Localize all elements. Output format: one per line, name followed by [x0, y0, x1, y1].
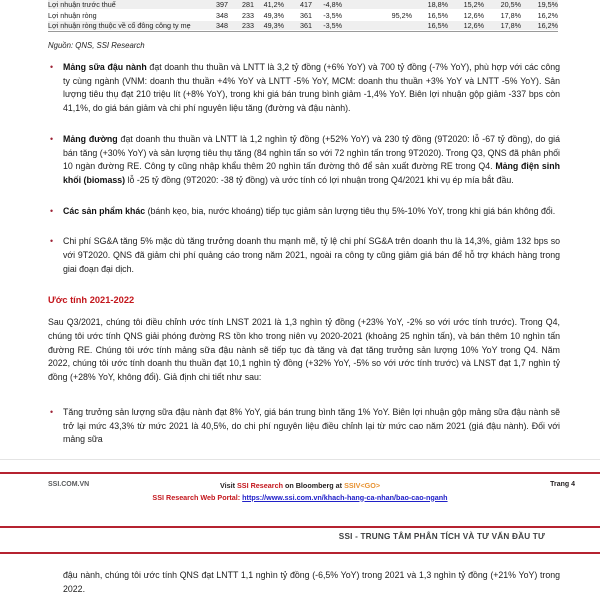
table-row [48, 10, 558, 20]
table-cell: 12,6% [463, 10, 484, 20]
bullet-lead: Mảng sữa đậu nành [63, 62, 147, 72]
table-cell: 18,8% [427, 0, 448, 10]
ssi-research-label: SSI Research [237, 481, 283, 490]
table-row [48, 21, 558, 31]
row-label: Lợi nhuận ròng thuộc về cổ đông công ty mẹ [48, 20, 191, 30]
bullet-assumption [48, 406, 560, 447]
bullet-icon: • [50, 407, 54, 417]
row-label: Lợi nhuận ròng [48, 10, 97, 20]
bullet-other-products [48, 205, 560, 219]
bullet-text: Các sản phẩm khác (bánh kẹo, bia, nước khoáng) tiếp tục giảm sản lượng tiêu thụ 5%-10% YoY, trong khi giá bán không đổi. [63, 205, 556, 216]
table-cell: 16,2% [537, 20, 558, 30]
table-cell: 16,5% [427, 20, 448, 30]
table-cell: 17,8% [500, 20, 521, 30]
page2-top-rule [0, 526, 600, 528]
table-cell: 16,5% [427, 10, 448, 20]
table-cell: 16,2% [537, 10, 558, 20]
table-cell: 348 [216, 20, 228, 30]
analysis-bullets [48, 61, 560, 293]
footer-center [0, 480, 600, 503]
page2-body-text: đậu nành, chúng tôi ước tính QNS đạt LNTT 1,1 nghìn tỷ đồng (-6,5% YoY) trong 2021 và 1,3 nghìn tỷ đồng (+21% YoY) trong 2022. [63, 570, 560, 594]
table-row [48, 0, 558, 10]
page-number: Trang 4 [550, 481, 575, 488]
table-cell: 12,6% [463, 20, 484, 30]
table-cell: 397 [216, 0, 228, 10]
web-portal-label: SSI Research Web Portal: [152, 492, 243, 502]
bullet-text: Chi phí SG&A tăng 5% mặc dù tăng trưởng doanh thu mạnh mẽ, tỷ lệ chi phí SG&A trên doanh thu là 14,3%, giảm 132 bps so với 9T2020. QNS đã giảm chi phí quảng cáo trong năm 2021, ngoài ra công ty cũng giảm giá bán để hỗ trợ khách hàng trong giai đoạn đại dịch. [63, 236, 560, 274]
table-cell: 41,2% [263, 0, 284, 10]
table-cell: 19,5% [537, 0, 558, 10]
table-cell: -3,5% [323, 10, 342, 20]
footer-portal-line [0, 492, 600, 504]
page2-header-rule [0, 552, 600, 554]
estimates-paragraph: Sau Q3/2021, chúng tôi điều chỉnh ước tính LNST 2021 là 1,3 nghìn tỷ đồng (+23% YoY, -2% so với ước tính trước). Trong Q4, chúng tôi ước tính QNS giải phóng đường RS tồn kho trong niên vụ 2020-2021 (khoảng 25 nghìn tấn), và bán thêm 10 nghìn tấn đường RE. Chúng tôi ước tính mảng sữa đậu nành sẽ tiếp tục đà tăng và đạt tăng trưởng sản lượng 10% YoY trong Q4. Năm 2022, chúng tôi ước tính doanh thu thuần đạt 10,1 nghìn tỷ đồng (+32% YoY, -5% so với ước tính trước) và LNST đạt 1,7 nghìn tỷ đồng (+28% YoY, không đổi). Giả định chi tiết như sau: [48, 317, 560, 383]
page-edge-line [0, 459, 600, 460]
bullet-text: Mảng sữa đậu nành đạt doanh thu thuần và LNTT là 3,2 tỷ đồng (+6% YoY) và 700 tỷ đồng (-7% YoY), phù hợp với các công ty cùng ngành (VNM: doanh thu thuần +4% YoY và LNTT -5% YoY, MCM: doanh thu thuần +3% YoY và LNTT -5% YoY). Sản lượng tiêu thụ đạt 210 triệu lít (+8% YoY), trong khi giá bán trung bình giảm -1,4% YoY. Biên lợi nhuận gộp giảm -337 bps còn 41,1%, do giá bán giảm và chi phí nguyên liệu tăng (đường và đậu nành). [63, 62, 561, 114]
footer-red-rule [0, 472, 600, 474]
footer-bloomberg-line: Visit SSI Research on Bloomberg at SSIV<GO> [219, 481, 381, 490]
table-cell: 281 [242, 0, 254, 10]
table-cell: 49,3% [263, 10, 284, 20]
table-cell: 17,8% [500, 10, 521, 20]
section-heading-estimates: Ước tính 2021-2022 [48, 295, 135, 305]
footer-site: SSI.COM.VN [48, 481, 90, 488]
table-cell: 361 [300, 10, 312, 20]
bullet-sga [48, 235, 560, 276]
web-portal-link[interactable]: https://www.ssi.com.vn/khach-hang-ca-nhan/bao-cao-nganh [242, 492, 448, 502]
table-cell: 361 [300, 20, 312, 30]
table-cell: -4,8% [323, 0, 342, 10]
table-cell: 20,5% [500, 0, 521, 10]
table-cell: 233 [242, 10, 254, 20]
bullet-icon: • [50, 236, 54, 247]
bullet-lead: Mảng đường [63, 133, 118, 144]
bullet-icon: • [50, 133, 54, 144]
bloomberg-terminal-code: SSIV<GO> [344, 481, 381, 490]
page2-header: SSI - TRUNG TÂM PHÂN TÍCH VÀ TƯ VẤN ĐẦU TƯ [338, 532, 545, 541]
table-cell: 348 [216, 10, 228, 20]
row-label: Lợi nhuận trước thuế [48, 0, 116, 10]
bullet-text: Mảng đường đạt doanh thu thuần và LNTT là 1,2 nghìn tỷ đồng (+52% YoY) và 230 tỷ đồng (9T2020: lỗ -67 tỷ đồng), do giá bán tăng (+30% YoY) và sản lượng tiêu thụ tăng (84 nghìn tấn so với 72 nghìn tấn trong 9T2020). Trong Q3, QNS đã phân phối 10 ngàn đường RE. Công ty cũng nhập khẩu thêm 20 nghìn tấn đường thô để sản xuất đường RE trong Q4. Mảng điện sinh khối (biomass) lỗ -25 tỷ đồng (9T2020: -38 tỷ đồng) và ước tính có lợi nhuận trong Q4/2021 khi vụ ép mía bắt đầu. [63, 133, 560, 185]
table-cell: 233 [242, 20, 254, 30]
bullet-text: Tăng trưởng sản lượng sữa đậu nành đạt 8% YoY, giá bán trung bình tăng 1% YoY. Biên lợi nhuận gộp mảng sữa đậu nành sẽ trở lại mức 43,3% từ mức 2021 là 40,5%, do chi phí nguyên liệu điều chỉnh lại từ mức cao năm 2021 (giá đậu nành). Đối với mảng sữa [63, 407, 560, 445]
bullet-lead-biomass: Mảng điện sinh khối (biomass) [63, 161, 560, 185]
bullet-soymilk [48, 61, 560, 116]
bullet-icon: • [50, 205, 54, 216]
bullet-lead: Các sản phẩm khác [63, 205, 146, 216]
financial-table [48, 0, 558, 32]
table-cell: 417 [300, 0, 312, 10]
table-cell: 95,2% [391, 10, 412, 20]
table-cell: 15,2% [463, 0, 484, 10]
bullet-icon: • [50, 62, 54, 72]
table-cell: -3,5% [323, 20, 342, 30]
bullet-sugar [48, 133, 560, 188]
table-cell: 49,3% [263, 20, 284, 30]
source-note: Nguồn: QNS, SSI Research [48, 41, 145, 50]
